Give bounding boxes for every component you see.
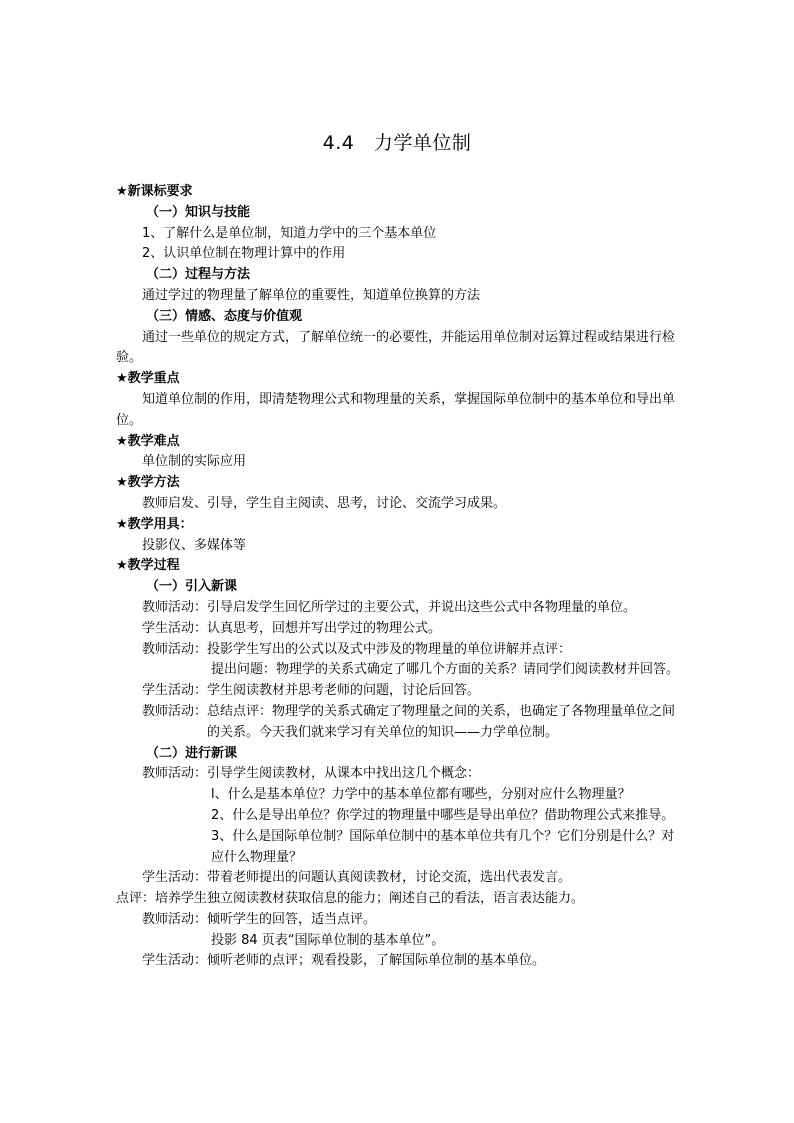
activity-row [116,910,680,931]
activity-subtext: 提出问题：物理学的关系式确定了哪几个方面的关系？请同学们阅读教材并回答。 [211,662,680,678]
activity-role: 学生活动： [142,683,208,699]
list-item: 2、认识单位制在物理计算中的作用 [142,246,346,262]
subheading-knowledge: （一）知识与技能 [146,204,251,220]
activity-text: 带着老师提出的问题认真阅读教材，讨论交流，选出代表发言。 [207,870,572,886]
activity-text: 倾听老师的点评；观看投影，了解国际单位制的基本单位。 [207,953,546,969]
activity-text: 认真思考，回想并写出学过的物理公式。 [207,620,442,636]
comment-text: 培养学生独立阅读教材获取信息的能力；阐述自己的看法，语言表达能力。 [155,891,585,907]
activity-text: 倾听学生的回答，适当点评。 [207,911,377,927]
heading-standard: ★新课标要求 [116,184,193,199]
heading-tools: ★教学用具： [116,516,193,532]
paragraph: 通过学过的物理量了解单位的重要性，知道单位换算的方法 [142,287,481,303]
activity-role: 学生活动： [142,870,208,886]
activity-text: 投影学生写出的公式以及式中涉及的物理量的单位讲解并点评： [207,641,572,657]
activity-text: 引导学生阅读教材，从课本中找出这几个概念： [207,766,481,782]
heading-method: ★教学方法 [116,475,180,491]
activity-role: 教师活动： [142,599,208,615]
question-item: l、什么是基本单位？力学中的基本单位都有哪些，分别对应什么物理量？ [211,787,631,803]
activity-role: 学生活动： [142,953,208,969]
activity-role: 学生活动： [142,620,208,636]
heading-difficulty: ★教学难点 [116,433,180,449]
subheading-new-lesson: （二）进行新课 [146,745,238,761]
activity-row [116,868,680,889]
activity-row [116,640,680,661]
heading-key-points: ★教学重点 [116,371,180,387]
activity-text: 总结点评：物理学的关系式确定了物理量之间的关系，也确定了各物理量单位之间的关系。今天我们就来学习有关单位的知识——力学单位制。 [207,703,676,740]
activity-role: 教师活动： [142,766,208,782]
paragraph: 通过一些单位的规定方式，了解单位统一的必要性，并能运用单位制对运算过程或结果进行检验。 [116,329,676,366]
activity-role: 教师活动： [142,703,208,719]
activity-role: 教师活动： [142,911,208,927]
list-item: 1、了解什么是单位制，知道力学中的三个基本单位 [142,225,437,241]
paragraph: 知道单位制的作用，即清楚物理公式和物理量的关系，掌握国际单位制中的基本单位和导出单位。 [116,391,676,428]
subheading-intro: （一）引入新课 [146,579,238,595]
question-item: 2、什么是导出单位？你学过的物理量中哪些是导出单位？借助物理公式来推导。 [211,807,675,823]
activity-row [116,951,680,972]
activity-row [116,764,680,785]
page-title: 4.4 力学单位制 [322,132,472,154]
heading-process: ★教学过程 [116,558,180,574]
subheading-values: （三）情感、态度与价值观 [146,308,303,324]
activity-row [116,619,680,640]
activity-subtext: 投影 84 页表“国际单位制的基本单位”。 [211,932,445,948]
document-body [116,182,680,972]
activity-role: 教师活动： [142,641,208,657]
paragraph: 教师启发、引导，学生自主阅读、思考，讨论、交流学习成果。 [142,495,507,511]
question-item: 3、什么是国际单位制？国际单位制中的基本单位共有几个？它们分别是什么？对应什么物理量？ [211,828,675,865]
subheading-process: （二）过程与方法 [146,267,251,283]
activity-row [116,598,680,619]
activity-text: 引导启发学生回忆所学过的主要公式，并说出这些公式中各物理量的单位。 [207,599,637,615]
activity-row [116,681,680,702]
activity-row [116,702,680,744]
comment-row [116,889,680,910]
activity-text: 学生阅读教材并思考老师的问题，讨论后回答。 [207,683,481,699]
paragraph: 单位制的实际应用 [142,454,247,470]
paragraph: 投影仪、多媒体等 [142,537,247,553]
comment-label: 点评： [116,891,156,907]
